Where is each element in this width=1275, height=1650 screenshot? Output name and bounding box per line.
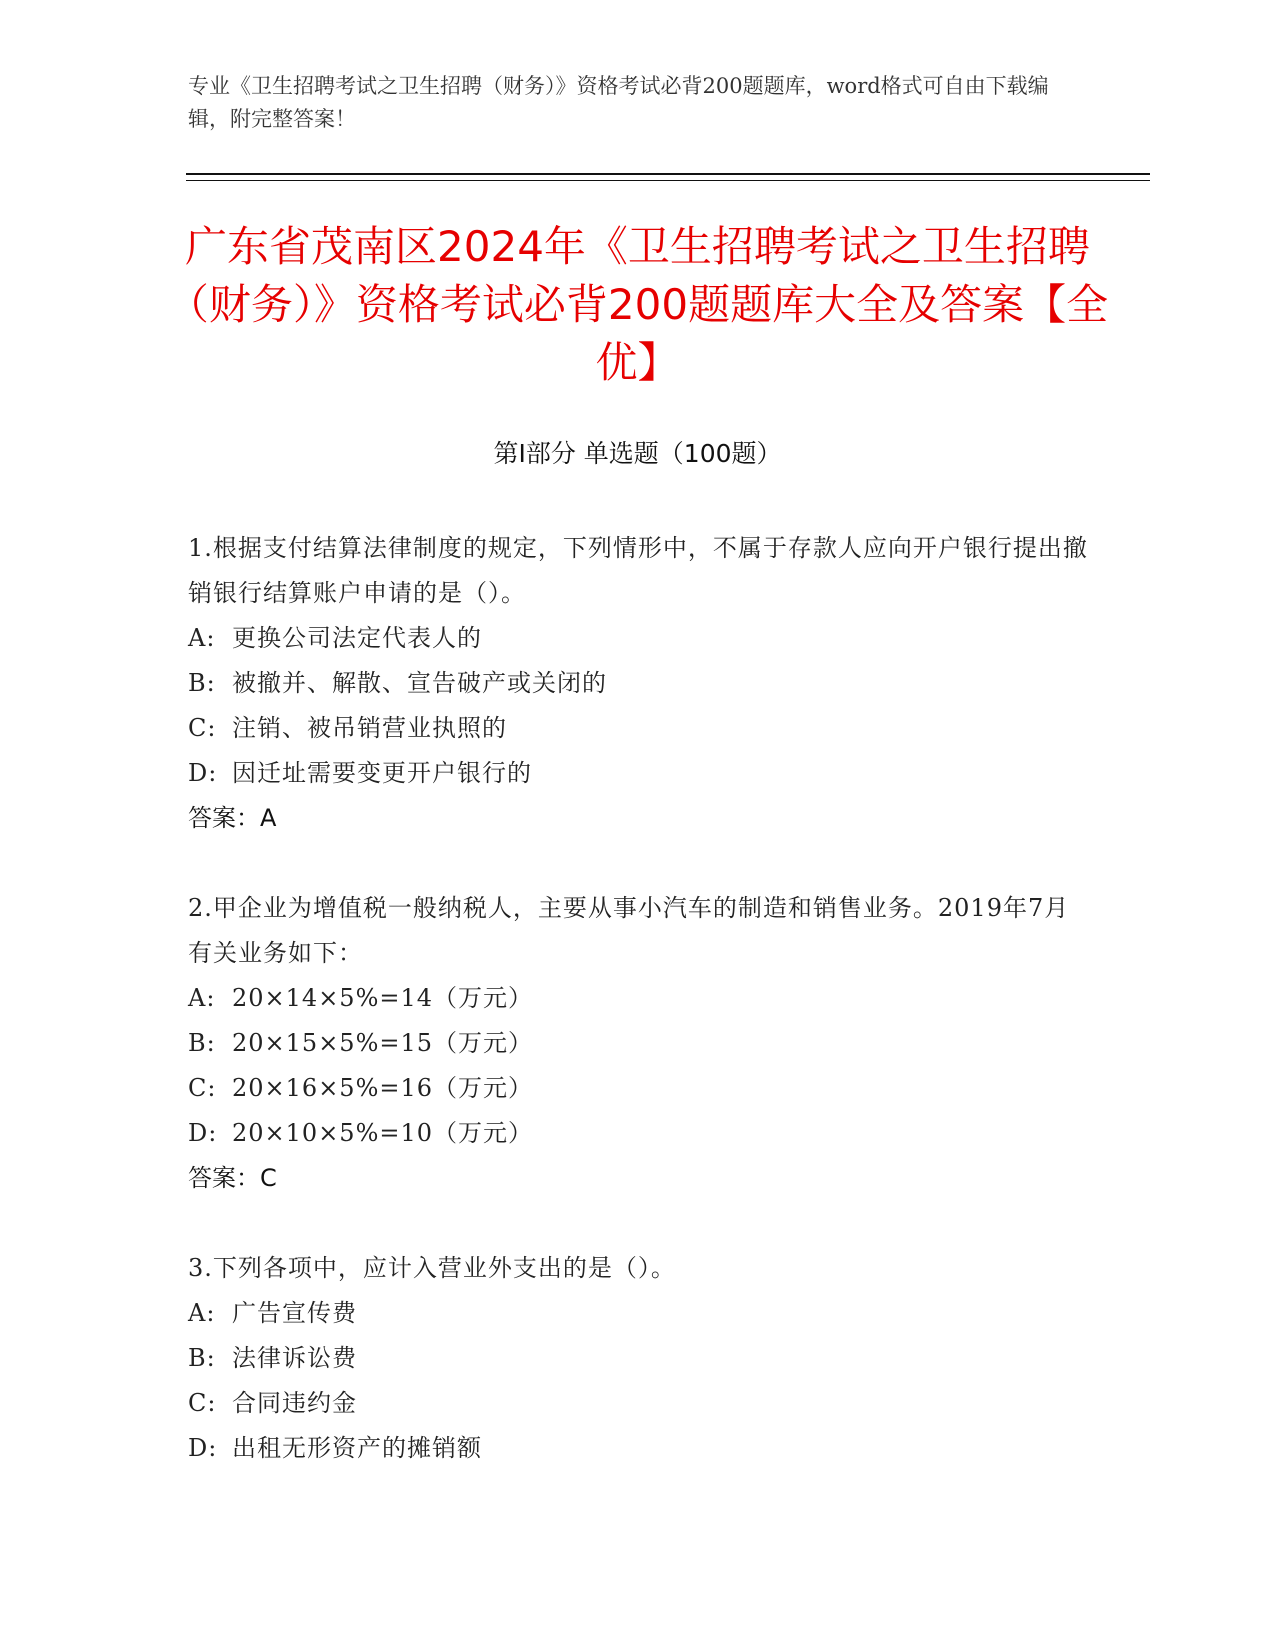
question-stem: 1.根据支付结算法律制度的规定，下列情形中，不属于存款人应向开户银行提出撤销银行结算账户申请的是（）。 [188,534,1088,607]
option-letter: A: [188,1299,216,1327]
question-2 [188,886,1088,1201]
option-b [188,661,1088,706]
option-a [188,616,1088,661]
question-1 [188,526,1088,841]
document-title: 广东省茂南区2024年《卫生招聘考试之卫生招聘（财务）》资格考试必背200题题库大全及答案【全优】 [166,222,1109,387]
option-b [188,1021,1088,1066]
option-c [188,1066,1088,1111]
question-stem: 3.下列各项中，应计入营业外支出的是（）。 [188,1254,676,1282]
answer-line: 答案：C [188,1164,277,1192]
section-heading: 第I部分 单选题（100题） [493,439,782,468]
option-letter: C: [188,1074,217,1102]
option-a [188,976,1088,1021]
option-text: 被撤并、解散、宣告破产或关闭的 [232,669,607,697]
option-letter: B: [188,1344,216,1372]
option-c [188,1381,1088,1426]
option-b [188,1336,1088,1381]
option-text: 20×14×5%=14（万元） [232,984,534,1012]
option-text: 20×15×5%=15（万元） [232,1029,534,1057]
option-text: 20×16×5%=16（万元） [232,1074,534,1102]
answer-line: 答案：A [188,804,277,832]
option-letter: B: [188,1029,216,1057]
option-d [188,1426,1088,1471]
question-3 [188,1246,1088,1471]
header-divider-thick [186,173,1150,175]
question-stem: 2.甲企业为增值税一般纳税人，主要从事小汽车的制造和销售业务。2019年7月有关业务如下： [188,894,1070,967]
option-text: 法律诉讼费 [232,1344,357,1372]
option-text: 合同违约金 [232,1389,357,1417]
option-text: 20×10×5%=10（万元） [232,1119,534,1147]
option-letter: D: [188,1434,218,1462]
option-d [188,751,1088,796]
option-letter: B: [188,669,216,697]
option-text: 更换公司法定代表人的 [232,624,482,652]
option-text: 出租无形资产的摊销额 [232,1434,482,1462]
option-text: 广告宣传费 [232,1299,357,1327]
option-letter: C: [188,1389,217,1417]
option-letter: D: [188,1119,218,1147]
option-text: 注销、被吊销营业执照的 [232,714,507,742]
option-letter: C: [188,714,217,742]
option-letter: A: [188,624,216,652]
header-note: 专业《卫生招聘考试之卫生招聘（财务）》资格考试必背200题题库，word格式可自由下载编辑，附完整答案！ [188,74,1049,131]
option-text: 因迁址需要变更开户银行的 [232,759,532,787]
option-d [188,1111,1088,1156]
question-list [188,526,1088,1516]
option-letter: D: [188,759,218,787]
option-a [188,1291,1088,1336]
header-divider-thin [186,180,1150,181]
option-c [188,706,1088,751]
option-letter: A: [188,984,216,1012]
